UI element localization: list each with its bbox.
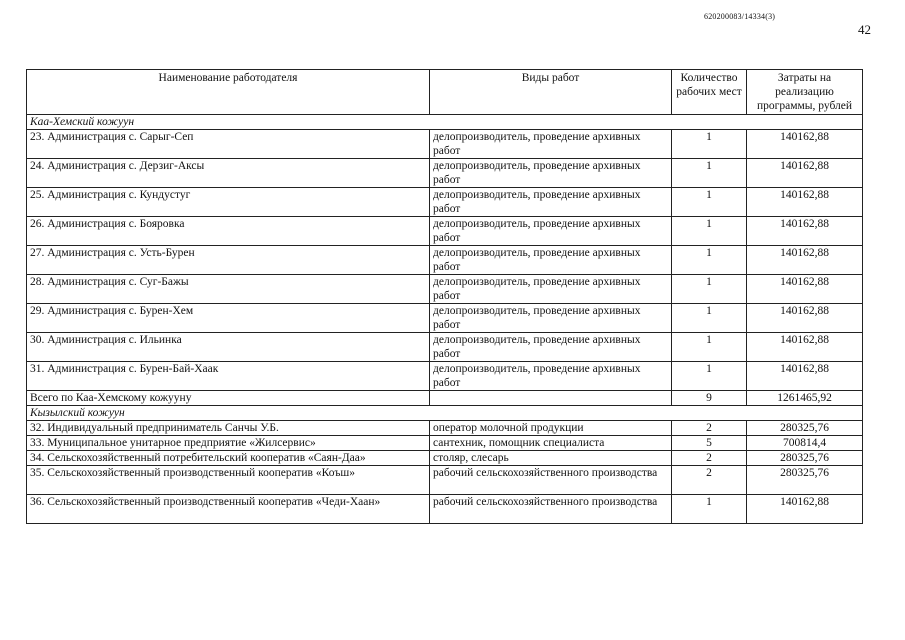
table-row — [27, 304, 863, 333]
work-cell: делопроизводитель, проведение архивных работ — [430, 130, 672, 159]
cost-cell: 140162,88 — [747, 495, 863, 524]
work-cell: оператор молочной продукции — [430, 421, 672, 436]
total-label: Всего по Каа-Хемскому кожууну — [27, 391, 430, 406]
cost-cell: 140162,88 — [747, 333, 863, 362]
table-row — [27, 246, 863, 275]
table-row — [27, 451, 863, 466]
employer-cell: 24. Администрация с. Дерзиг-Аксы — [27, 159, 430, 188]
work-cell: делопроизводитель, проведение архивных работ — [430, 217, 672, 246]
document-id: 620200083/14334(3) — [704, 12, 776, 21]
count-cell: 1 — [672, 362, 747, 391]
page-number: 42 — [858, 22, 871, 37]
count-cell: 1 — [672, 217, 747, 246]
section-title: Кызылский кожуун — [27, 406, 863, 421]
cost-cell: 280325,76 — [747, 451, 863, 466]
count-cell: 1 — [672, 159, 747, 188]
count-cell: 1 — [672, 304, 747, 333]
table-header-row — [27, 70, 863, 115]
table-row — [27, 217, 863, 246]
work-cell: делопроизводитель, проведение архивных работ — [430, 333, 672, 362]
section-row — [27, 115, 863, 130]
cost-cell: 140162,88 — [747, 130, 863, 159]
employer-cell: 25. Администрация с. Кундустуг — [27, 188, 430, 217]
count-cell: 1 — [672, 188, 747, 217]
employer-cell: 31. Администрация с. Бурен-Бай-Хаак — [27, 362, 430, 391]
employer-cell: 28. Администрация с. Суг-Бажы — [27, 275, 430, 304]
cost-cell: 140162,88 — [747, 362, 863, 391]
work-cell: рабочий сельскохозяйственного производства — [430, 466, 672, 495]
table-row — [27, 275, 863, 304]
header-employer: Наименование работодателя — [27, 70, 430, 115]
employer-cell: 26. Администрация с. Бояровка — [27, 217, 430, 246]
section-title: Каа-Хемский кожуун — [27, 115, 863, 130]
employer-cell: 27. Администрация с. Усть-Бурен — [27, 246, 430, 275]
count-cell: 5 — [672, 436, 747, 451]
total-work-cell — [430, 391, 672, 406]
work-cell: делопроизводитель, проведение архивных работ — [430, 159, 672, 188]
employer-cell: 36. Сельскохозяйственный производственный кооператив «Чеди-Хаан» — [27, 495, 430, 524]
table-row — [27, 466, 863, 495]
employer-cell: 34. Сельскохозяйственный потребительский кооператив «Саян-Даа» — [27, 451, 430, 466]
header-job-count: Количество рабочих мест — [672, 70, 747, 115]
cost-cell: 700814,4 — [747, 436, 863, 451]
table-row — [27, 188, 863, 217]
employer-cell: 32. Индивидуальный предприниматель Санчы У.Б. — [27, 421, 430, 436]
work-cell: сантехник, помощник специалиста — [430, 436, 672, 451]
table-row — [27, 130, 863, 159]
employer-cell: 29. Администрация с. Бурен-Хем — [27, 304, 430, 333]
work-cell: делопроизводитель, проведение архивных работ — [430, 362, 672, 391]
cost-cell: 140162,88 — [747, 159, 863, 188]
work-cell: делопроизводитель, проведение архивных работ — [430, 188, 672, 217]
table-row — [27, 362, 863, 391]
work-cell: делопроизводитель, проведение архивных работ — [430, 304, 672, 333]
section-row — [27, 406, 863, 421]
employer-cell: 33. Муниципальное унитарное предприятие «Жилсервис» — [27, 436, 430, 451]
total-cost: 1261465,92 — [747, 391, 863, 406]
count-cell: 2 — [672, 421, 747, 436]
header-work-types: Виды работ — [430, 70, 672, 115]
work-cell: столяр, слесарь — [430, 451, 672, 466]
cost-cell: 140162,88 — [747, 217, 863, 246]
employers-table — [26, 69, 863, 524]
table-row — [27, 495, 863, 524]
count-cell: 1 — [672, 275, 747, 304]
count-cell: 1 — [672, 333, 747, 362]
total-row — [27, 391, 863, 406]
cost-cell: 280325,76 — [747, 466, 863, 495]
cost-cell: 280325,76 — [747, 421, 863, 436]
count-cell: 2 — [672, 451, 747, 466]
cost-cell: 140162,88 — [747, 188, 863, 217]
count-cell: 1 — [672, 130, 747, 159]
table-row — [27, 159, 863, 188]
count-cell: 2 — [672, 466, 747, 495]
count-cell: 1 — [672, 246, 747, 275]
cost-cell: 140162,88 — [747, 246, 863, 275]
employer-cell: 23. Администрация с. Сарыг-Сеп — [27, 130, 430, 159]
table-row — [27, 421, 863, 436]
header-cost: Затраты на реализацию программы, рублей — [747, 70, 863, 115]
work-cell: делопроизводитель, проведение архивных работ — [430, 246, 672, 275]
work-cell: делопроизводитель, проведение архивных работ — [430, 275, 672, 304]
table-row — [27, 436, 863, 451]
table-row — [27, 333, 863, 362]
work-cell: рабочий сельскохозяйственного производства — [430, 495, 672, 524]
cost-cell: 140162,88 — [747, 275, 863, 304]
employer-cell: 30. Администрация с. Ильинка — [27, 333, 430, 362]
total-count: 9 — [672, 391, 747, 406]
count-cell: 1 — [672, 495, 747, 524]
employer-cell: 35. Сельскохозяйственный производственный кооператив «Коъш» — [27, 466, 430, 495]
cost-cell: 140162,88 — [747, 304, 863, 333]
